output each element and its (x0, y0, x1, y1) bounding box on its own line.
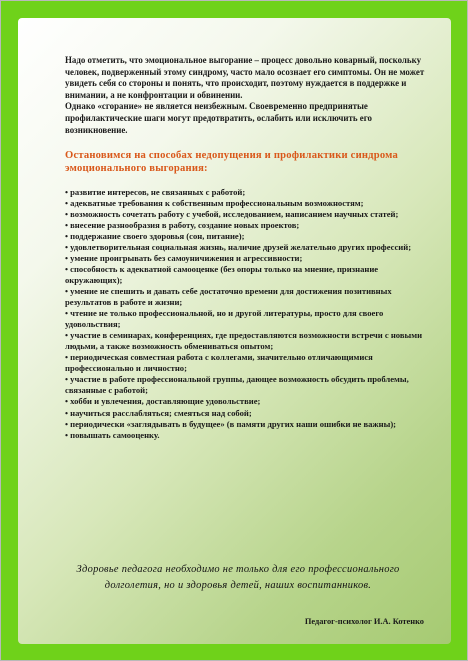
list-item: • поддержание своего здоровья (сон, питание); (65, 230, 245, 241)
list-item: • умение не спешить и давать себе достаточно времени для достижения позитивных результатов в работе и жизни; (65, 285, 392, 308)
main-text-block (65, 55, 435, 441)
author-signature: Педагог-психолог И.А. Котенко (304, 617, 424, 626)
intro-text-2: Однако «сгорание» не является неизбежным. Своевременно предпринятые профилактические шаги могут предотвратить, ослабить или исключить его возникновение. (65, 101, 372, 135)
list-item: • периодическая совместная работа с коллегами, значительно отличающимися профессионально и личностно; (65, 352, 373, 374)
list-item: • научиться расслабляться; смеяться над собой; (65, 407, 252, 418)
list-item: • возможность сочетать работу с учебой, исследованием, написанием научных статей; (65, 208, 399, 219)
list-item: • способность к адекватной самооценке (без опоры только на мнение, признание окружающих); (65, 263, 379, 285)
intro-paragraph (65, 55, 435, 136)
list-item: • чтение не только профессиональной, но и другой литературы, просто для своего удовольствия; (65, 308, 384, 330)
list-item: • внесение разнообразия в работу, создание новых проектов; (65, 219, 300, 230)
list-item: • умение проигрывать без самоуничижения и агрессивности; (65, 252, 303, 263)
intro-text: Надо отметить, что эмоциональное выгорание – процесс довольно коварный, поскольку человек, подверженный этому синдрому, часто мало осознает его симптомы. Он не может увидеть себя со стороны и понять, что происходит, поэтому нуждается в поддержке и внимании, а не конфронтации и обвинении. (65, 55, 425, 100)
list-item: • развитие интересов, не связанных с работой; (65, 186, 246, 197)
list-item: • адекватные требования к собственным профессиональным возможностям; (65, 197, 364, 208)
list-item: • участие в работе профессиональной группы, дающее возможность обсудить проблемы, связанные с работой; (65, 374, 409, 396)
section-heading: Остановимся на способах недопущения и профилактики синдрома эмоционального выгорания: (65, 150, 398, 175)
closing-quote: Здоровье педагога необходимо не только для его профессионального долголетия, но и здоровья детей, наших воспитанников. (76, 564, 400, 592)
list-item: • участие в семинарах, конференциях, где предоставляются возможности встречи с новыми людьми, а также возможность обмениваться опытом; (65, 330, 423, 352)
list-item: • повышать самооценку. (65, 429, 160, 440)
list-item: • удовлетворительная социальная жизнь, наличие друзей желательно других профессий; (65, 241, 412, 252)
list-item: • хобби и увлечения, доставляющие удовольствие; (65, 396, 261, 407)
recommendations-list (65, 187, 435, 441)
list-item: • периодически «заглядывать в будущее» (в памяти других наши ошибки не важны); (65, 418, 397, 429)
